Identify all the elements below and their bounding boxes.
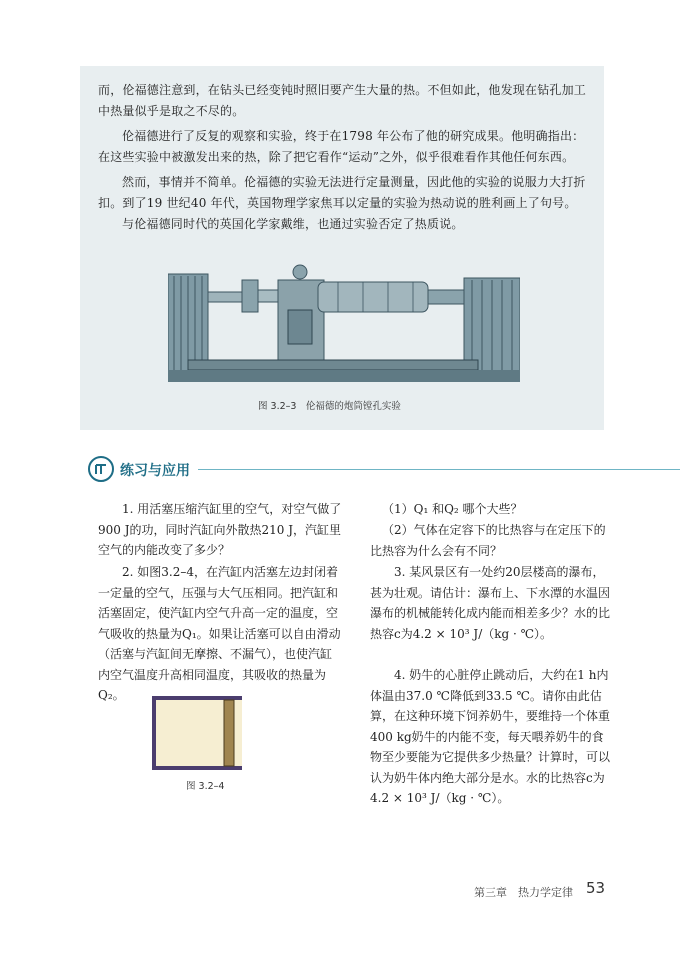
question-2-part-2: （2）气体在定容下的比热容与在定压下的比热容为什么会有不同？ (370, 523, 606, 558)
section-header (86, 454, 680, 484)
question-4: 4. 奶牛的心脏停止跳动后，大约在1 h内体温由37.0 ℃降低到33.5 ℃。请你由此估算，在这种环境下饲养奶牛，要维持一个体重400 kg奶牛的内能不变，每天喂养奶牛的食物至少要能为它提供多少热量？计算时，可以认为奶牛体内绝大部分是水。水的比热容c为4.2 × 10³ J/（kg · ℃）。 (370, 668, 611, 805)
cylinder-piston-diagram (150, 692, 246, 776)
figure-caption-3-2-3: 图 3.2–3 伦福德的炮筒镗孔实验 (258, 401, 401, 412)
history-para-2: 伦福德进行了反复的观察和实验，终于在1798 年公布了他的研究成果。他明确指出：在这些实验中被激发出来的热，除了把它看作“运动”之外，似乎很难看作其他任何东西。 (98, 129, 585, 164)
chapter-footer: 第三章 热力学定律 (474, 886, 573, 899)
history-para-4: 与伦福德同时代的英国化学家戴维，也通过实验否定了热质说。 (122, 217, 464, 231)
section-divider (198, 469, 680, 470)
question-2-part-1: （1）Q₁ 和Q₂ 哪个大些？ (382, 502, 523, 516)
figure-caption-3-2-4: 图 3.2–4 (186, 781, 225, 792)
question-3: 3. 某风景区有一处约20层楼高的瀑布，甚为壮观。请估计：瀑布上、下水潭的水温因瀑布的机械能转化成内能而相差多少？水的比热容c为4.2 × 10³ J/（kg · ℃）。 (370, 565, 611, 641)
question-2: 2. 如图3.2–4，在汽缸内活塞左边封闭着一定量的空气，压强与大气压相同。把汽缸和活塞固定，使汽缸内空气升高一定的温度，空气吸收的热量为Q₁。如果让活塞可以自由滑动（活塞与汽缸间无摩擦、不漏气），也使汽缸内空气温度升高相同温度，其吸收的热量为Q₂。 (98, 565, 341, 702)
question-1: 1. 用活塞压缩汽缸里的空气，对空气做了900 J的功，同时汽缸向外散热210 J，汽缸里空气的内能改变了多少？ (98, 502, 342, 557)
history-para-1: 而，伦福德注意到，在钻头已经变钝时照旧要产生大量的热。不但如此，他发现在钻孔加工中热量似乎是取之不尽的。 (98, 83, 587, 118)
practice-icon (88, 456, 114, 482)
section-title: 练习与应用 (120, 463, 190, 479)
cannon-boring-illustration (168, 250, 520, 382)
history-para-3: 然而，事情并不简单。伦福德的实验无法进行定量测量，因此他的实验的说服力大打折扣。到了19 世纪40 年代，英国物理学家焦耳以定量的实验为热动说的胜利画上了句号。 (98, 175, 586, 210)
page-number: 53 (586, 879, 606, 897)
